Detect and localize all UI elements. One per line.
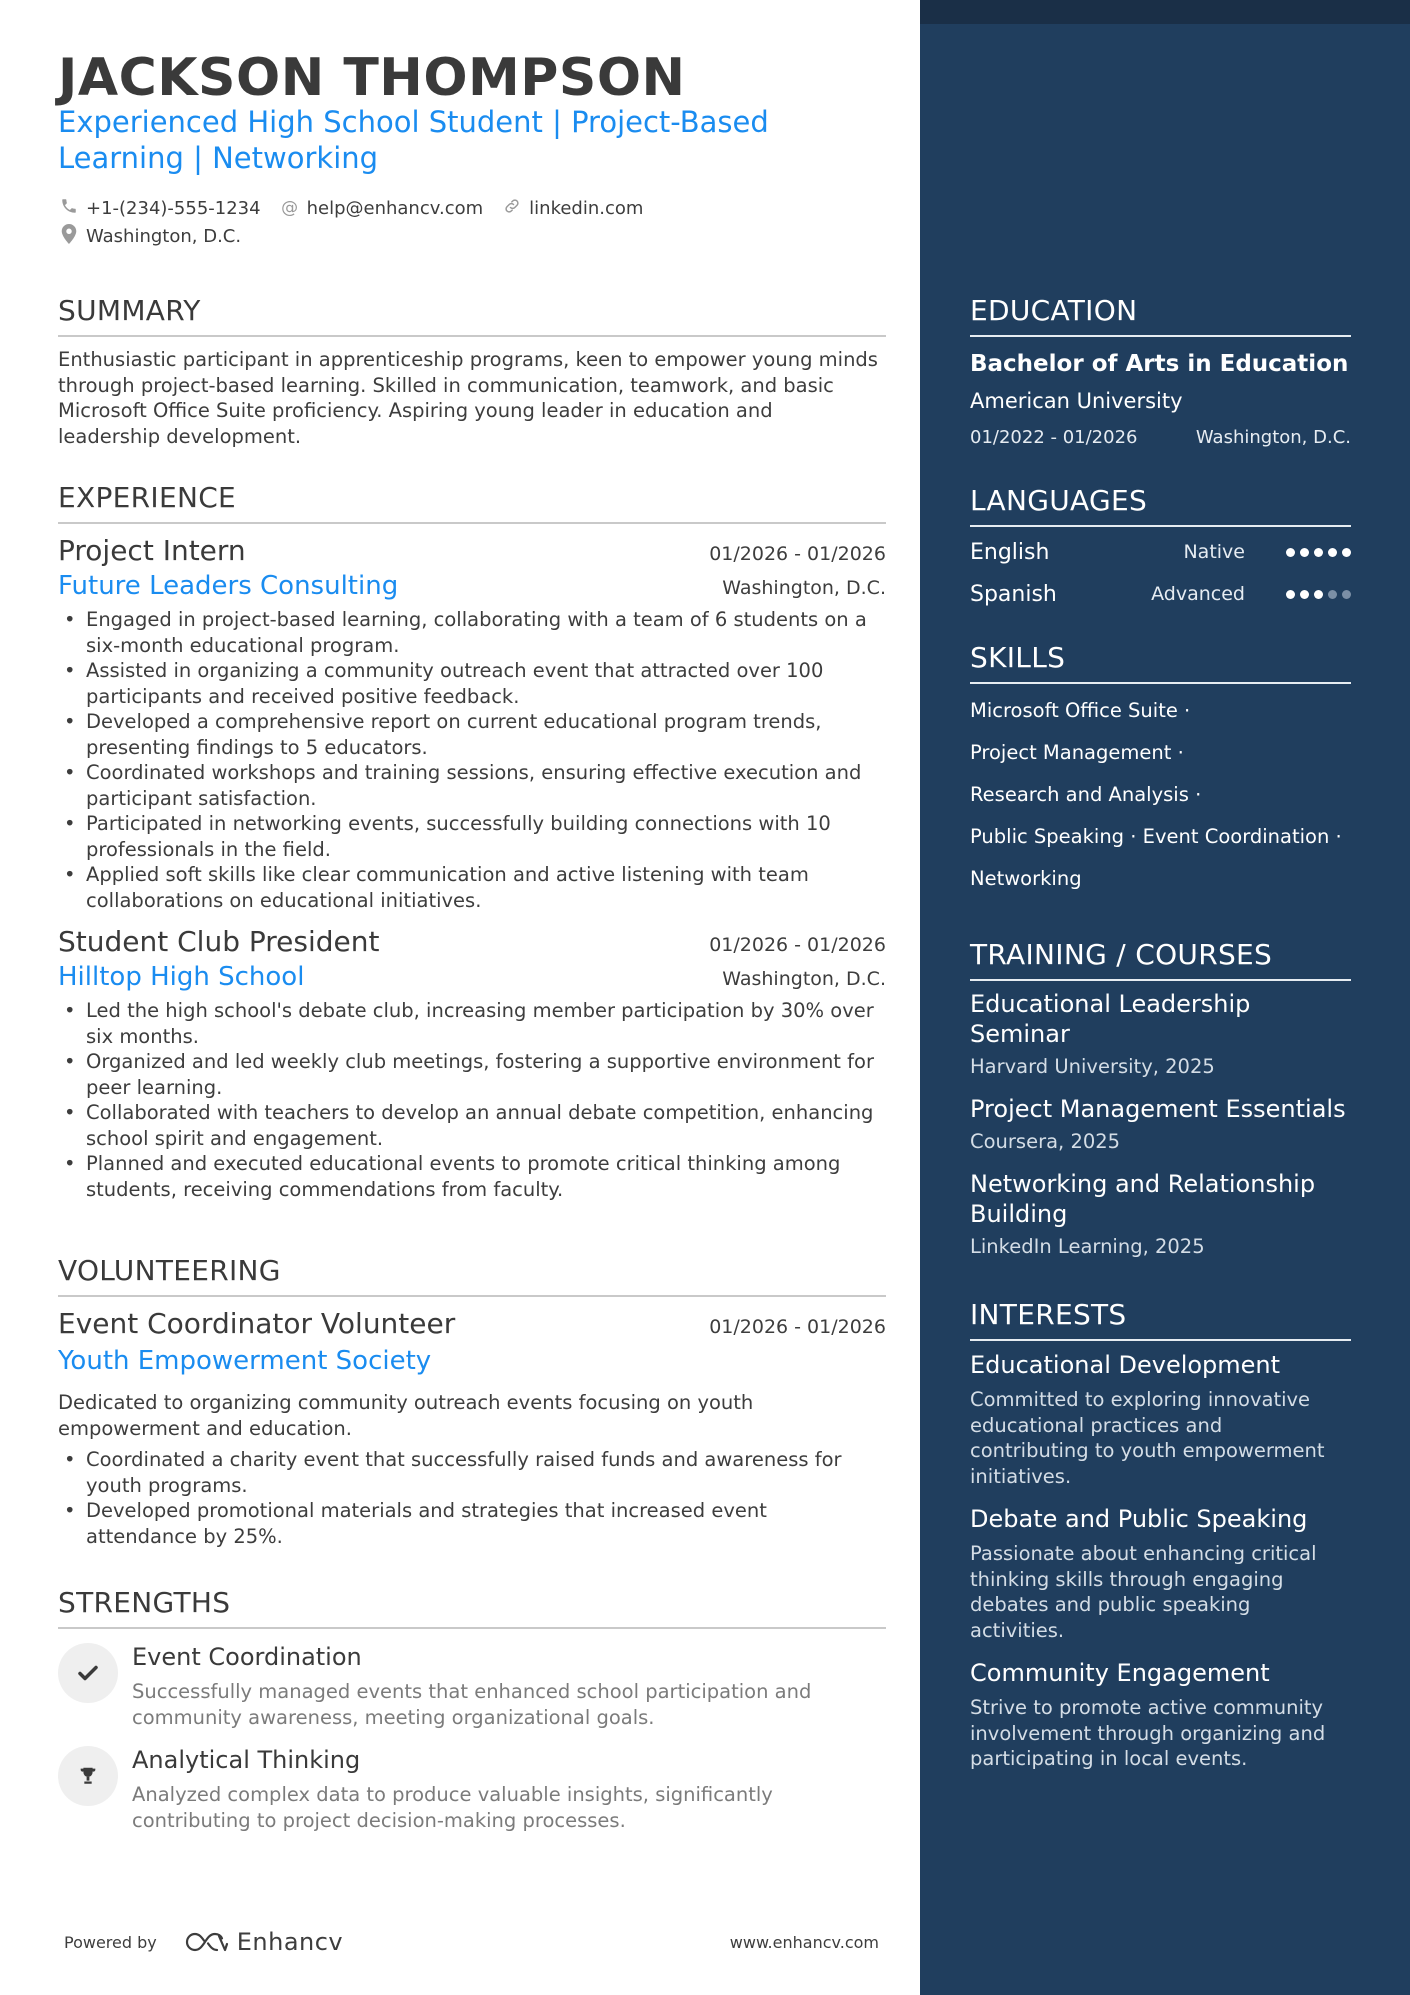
footer <box>64 1928 879 1956</box>
strength-item <box>58 1746 886 1833</box>
education-meta <box>970 427 1351 448</box>
language-rating <box>1281 590 1351 599</box>
skill-line: Research and Analysis · <box>970 783 1202 806</box>
course-meta: Coursera, 2025 <box>970 1130 1121 1153</box>
summary-section <box>58 294 886 449</box>
interest-description: Strive to promote active community involvement through organizing and participating in local events. <box>970 1696 1326 1770</box>
interest-item <box>970 1659 1351 1772</box>
education-section <box>970 294 1351 448</box>
bullet-item: • Led the high school's debate club, increasing member participation by 30% over six months. <box>58 998 886 1049</box>
section-title: EDUCATION <box>970 294 1138 327</box>
rating-dot-empty <box>1342 590 1351 599</box>
volunteer-description: Dedicated to organizing community outreach events focusing on youth empowerment and education. <box>58 1391 754 1440</box>
course-item <box>970 1169 1351 1258</box>
language-item <box>970 531 1351 573</box>
course-meta: LinkedIn Learning, 2025 <box>970 1235 1205 1258</box>
job-date: 01/2026 - 01/2026 <box>709 543 886 565</box>
course-meta: Harvard University, 2025 <box>970 1055 1215 1078</box>
summary-line: Enthusiastic participant in apprenticeship programs, keen to empower young minds <box>58 348 878 371</box>
linkedin-url: linkedin.com <box>529 197 644 219</box>
skill-line: Microsoft Office Suite · <box>970 699 1191 722</box>
website-link[interactable]: www.enhancv.com <box>729 1932 879 1952</box>
bullet-item: • Assisted in organizing a community outreach event that attracted over 100 participants and received positive feedback. <box>58 658 886 709</box>
section-title: EXPERIENCE <box>58 481 237 514</box>
skills-list <box>970 690 1351 900</box>
skill-line: Networking <box>970 867 1082 890</box>
rating-dot-filled <box>1314 548 1323 557</box>
strength-title: Event Coordination <box>132 1643 362 1671</box>
bullet-item: • Coordinated a charity event that successfully raised funds and awareness for youth programs. <box>58 1447 886 1498</box>
strength-item <box>58 1643 886 1730</box>
strengths-section <box>58 1586 886 1833</box>
experience-section <box>58 481 886 1202</box>
section-title: TRAINING / COURSES <box>970 938 1273 971</box>
location-pin-icon <box>58 224 80 249</box>
summary-text <box>58 347 886 449</box>
job-organization: Hilltop High School <box>58 962 305 992</box>
interest-title: Debate and Public Speaking <box>970 1505 1308 1533</box>
volunteer-role: Event Coordinator Volunteer <box>58 1307 456 1340</box>
section-divider <box>970 525 1351 527</box>
rating-dot-filled <box>1286 590 1295 599</box>
contact-location <box>58 224 241 249</box>
contact-linkedin[interactable] <box>501 197 643 220</box>
contact-info <box>58 194 858 250</box>
email-address: help@enhancv.com <box>306 197 484 219</box>
sidebar-top-bar <box>920 0 1410 24</box>
rating-dot-filled <box>1328 548 1337 557</box>
headline-line: Learning | Networking <box>58 141 379 175</box>
language-name: Spanish <box>970 581 1057 607</box>
location-text: Washington, D.C. <box>86 225 242 247</box>
section-title: VOLUNTEERING <box>58 1254 281 1287</box>
check-icon <box>58 1643 118 1703</box>
job-date: 01/2026 - 01/2026 <box>709 934 886 956</box>
bullet-item: • Developed promotional materials and strategies that increased event attendance by 25%. <box>58 1498 886 1549</box>
course-title: Networking and Relationship Building <box>970 1170 1316 1228</box>
section-title: LANGUAGES <box>970 484 1148 517</box>
job-title: Project Intern <box>58 534 246 567</box>
strength-description: Analyzed complex data to produce valuable insights, significantly contributing to project decision-making processes. <box>132 1783 773 1832</box>
volunteering-entry <box>58 1307 886 1549</box>
volunteering-section <box>58 1254 886 1549</box>
interest-title: Community Engagement <box>970 1659 1270 1687</box>
rating-dot-filled <box>1286 548 1295 557</box>
volunteer-bullets <box>58 1447 886 1549</box>
skill-line: Project Management · <box>970 741 1184 764</box>
section-divider <box>970 1339 1351 1341</box>
bullet-item: • Developed a comprehensive report on current educational program trends, presenting findings to 5 educators. <box>58 709 886 760</box>
section-title: SKILLS <box>970 641 1066 674</box>
brand-name: Enhancv <box>236 1928 344 1956</box>
strength-description: Successfully managed events that enhanced school participation and community awareness, meeting organizational goals. <box>132 1680 812 1729</box>
bullet-item: • Applied soft skills like clear communication and active listening with team collaborations on educational initiatives. <box>58 862 886 913</box>
phone-number: +1-(234)-555-1234 <box>86 197 261 219</box>
bullet-item: • Participated in networking events, successfully building connections with 10 professionals in the field. <box>58 811 886 862</box>
at-icon: @ <box>281 198 299 218</box>
headline-line: Experienced High School Student | Project-Based <box>58 105 769 139</box>
course-item <box>970 1094 1351 1153</box>
education-location: Washington, D.C. <box>1195 427 1351 448</box>
section-divider <box>970 335 1351 337</box>
section-divider <box>970 682 1351 684</box>
skill-line: Public Speaking · Event Coordination · <box>970 825 1342 848</box>
languages-section <box>970 484 1351 615</box>
language-item <box>970 573 1351 615</box>
section-divider <box>970 979 1351 981</box>
rating-dot-filled <box>1342 548 1351 557</box>
rating-dot-filled <box>1314 590 1323 599</box>
section-divider <box>58 522 886 524</box>
section-divider <box>58 1627 886 1629</box>
link-icon <box>501 197 523 220</box>
trophy-icon <box>58 1746 118 1806</box>
volunteer-date: 01/2026 - 01/2026 <box>709 1316 886 1338</box>
experience-entry <box>58 925 886 1202</box>
section-title: INTERESTS <box>970 1298 1127 1331</box>
strength-title: Analytical Thinking <box>132 1746 361 1774</box>
courses-section <box>970 938 1351 1258</box>
skills-section <box>970 641 1351 900</box>
interest-description: Passionate about enhancing critical thinking skills through engaging debates and public speaking activities. <box>970 1542 1317 1642</box>
headline <box>58 104 818 176</box>
sidebar <box>920 0 1410 1995</box>
education-degree: Bachelor of Arts in Education <box>970 351 1349 377</box>
language-level: Native <box>1183 541 1245 563</box>
bullet-item: • Collaborated with teachers to develop an annual debate competition, enhancing school spirit and engagement. <box>58 1100 886 1151</box>
education-school: American University <box>970 389 1183 413</box>
interests-section <box>970 1298 1351 1772</box>
powered-by-label: Powered by <box>64 1932 157 1952</box>
section-title: STRENGTHS <box>58 1586 231 1619</box>
interest-item <box>970 1505 1351 1643</box>
rating-dot-filled <box>1300 590 1309 599</box>
interest-item <box>970 1351 1351 1489</box>
interest-description: Committed to exploring innovative educational practices and contributing to youth empowerment initiatives. <box>970 1388 1325 1488</box>
summary-line: leadership development. <box>58 424 302 448</box>
course-item <box>970 989 1351 1078</box>
candidate-name: JACKSON THOMPSON <box>58 48 686 108</box>
volunteer-organization: Youth Empowerment Society <box>58 1346 432 1376</box>
language-rating <box>1281 548 1351 557</box>
section-divider <box>58 1295 886 1297</box>
enhancv-logo[interactable] <box>183 1928 343 1956</box>
language-name: English <box>970 539 1050 565</box>
language-level: Advanced <box>1151 583 1245 605</box>
contact-email[interactable] <box>279 198 484 219</box>
job-location: Washington, D.C. <box>722 577 886 599</box>
experience-entry <box>58 534 886 913</box>
bullet-item: • Engaged in project-based learning, collaborating with a team of 6 students on a six-month educational program. <box>58 607 886 658</box>
section-title: SUMMARY <box>58 294 201 327</box>
contact-phone[interactable] <box>58 197 261 220</box>
summary-line: Microsoft Office Suite proficiency. Aspiring young leader in education and <box>58 399 773 422</box>
bullet-item: • Organized and led weekly club meetings, fostering a supportive environment for peer learning. <box>58 1049 886 1100</box>
infinity-logo-icon <box>183 1930 229 1954</box>
phone-icon <box>58 197 80 220</box>
section-divider <box>58 335 886 337</box>
job-title: Student Club President <box>58 925 380 958</box>
course-title: Project Management Essentials <box>970 1095 1346 1123</box>
education-dates: 01/2022 - 01/2026 <box>970 427 1138 448</box>
interest-title: Educational Development <box>970 1351 1281 1379</box>
bullet-item: • Coordinated workshops and training sessions, ensuring effective execution and participant satisfaction. <box>58 760 886 811</box>
job-bullets <box>58 607 886 913</box>
summary-line: through project-based learning. Skilled in communication, teamwork, and basic <box>58 373 834 397</box>
powered-by <box>64 1928 343 1956</box>
course-title: Educational Leadership Seminar <box>970 990 1251 1048</box>
rating-dot-empty <box>1328 590 1337 599</box>
job-bullets <box>58 998 886 1202</box>
job-location: Washington, D.C. <box>722 968 886 990</box>
rating-dot-filled <box>1300 548 1309 557</box>
bullet-item: • Planned and executed educational events to promote critical thinking among students, receiving commendations from faculty. <box>58 1151 886 1202</box>
job-organization: Future Leaders Consulting <box>58 571 399 601</box>
